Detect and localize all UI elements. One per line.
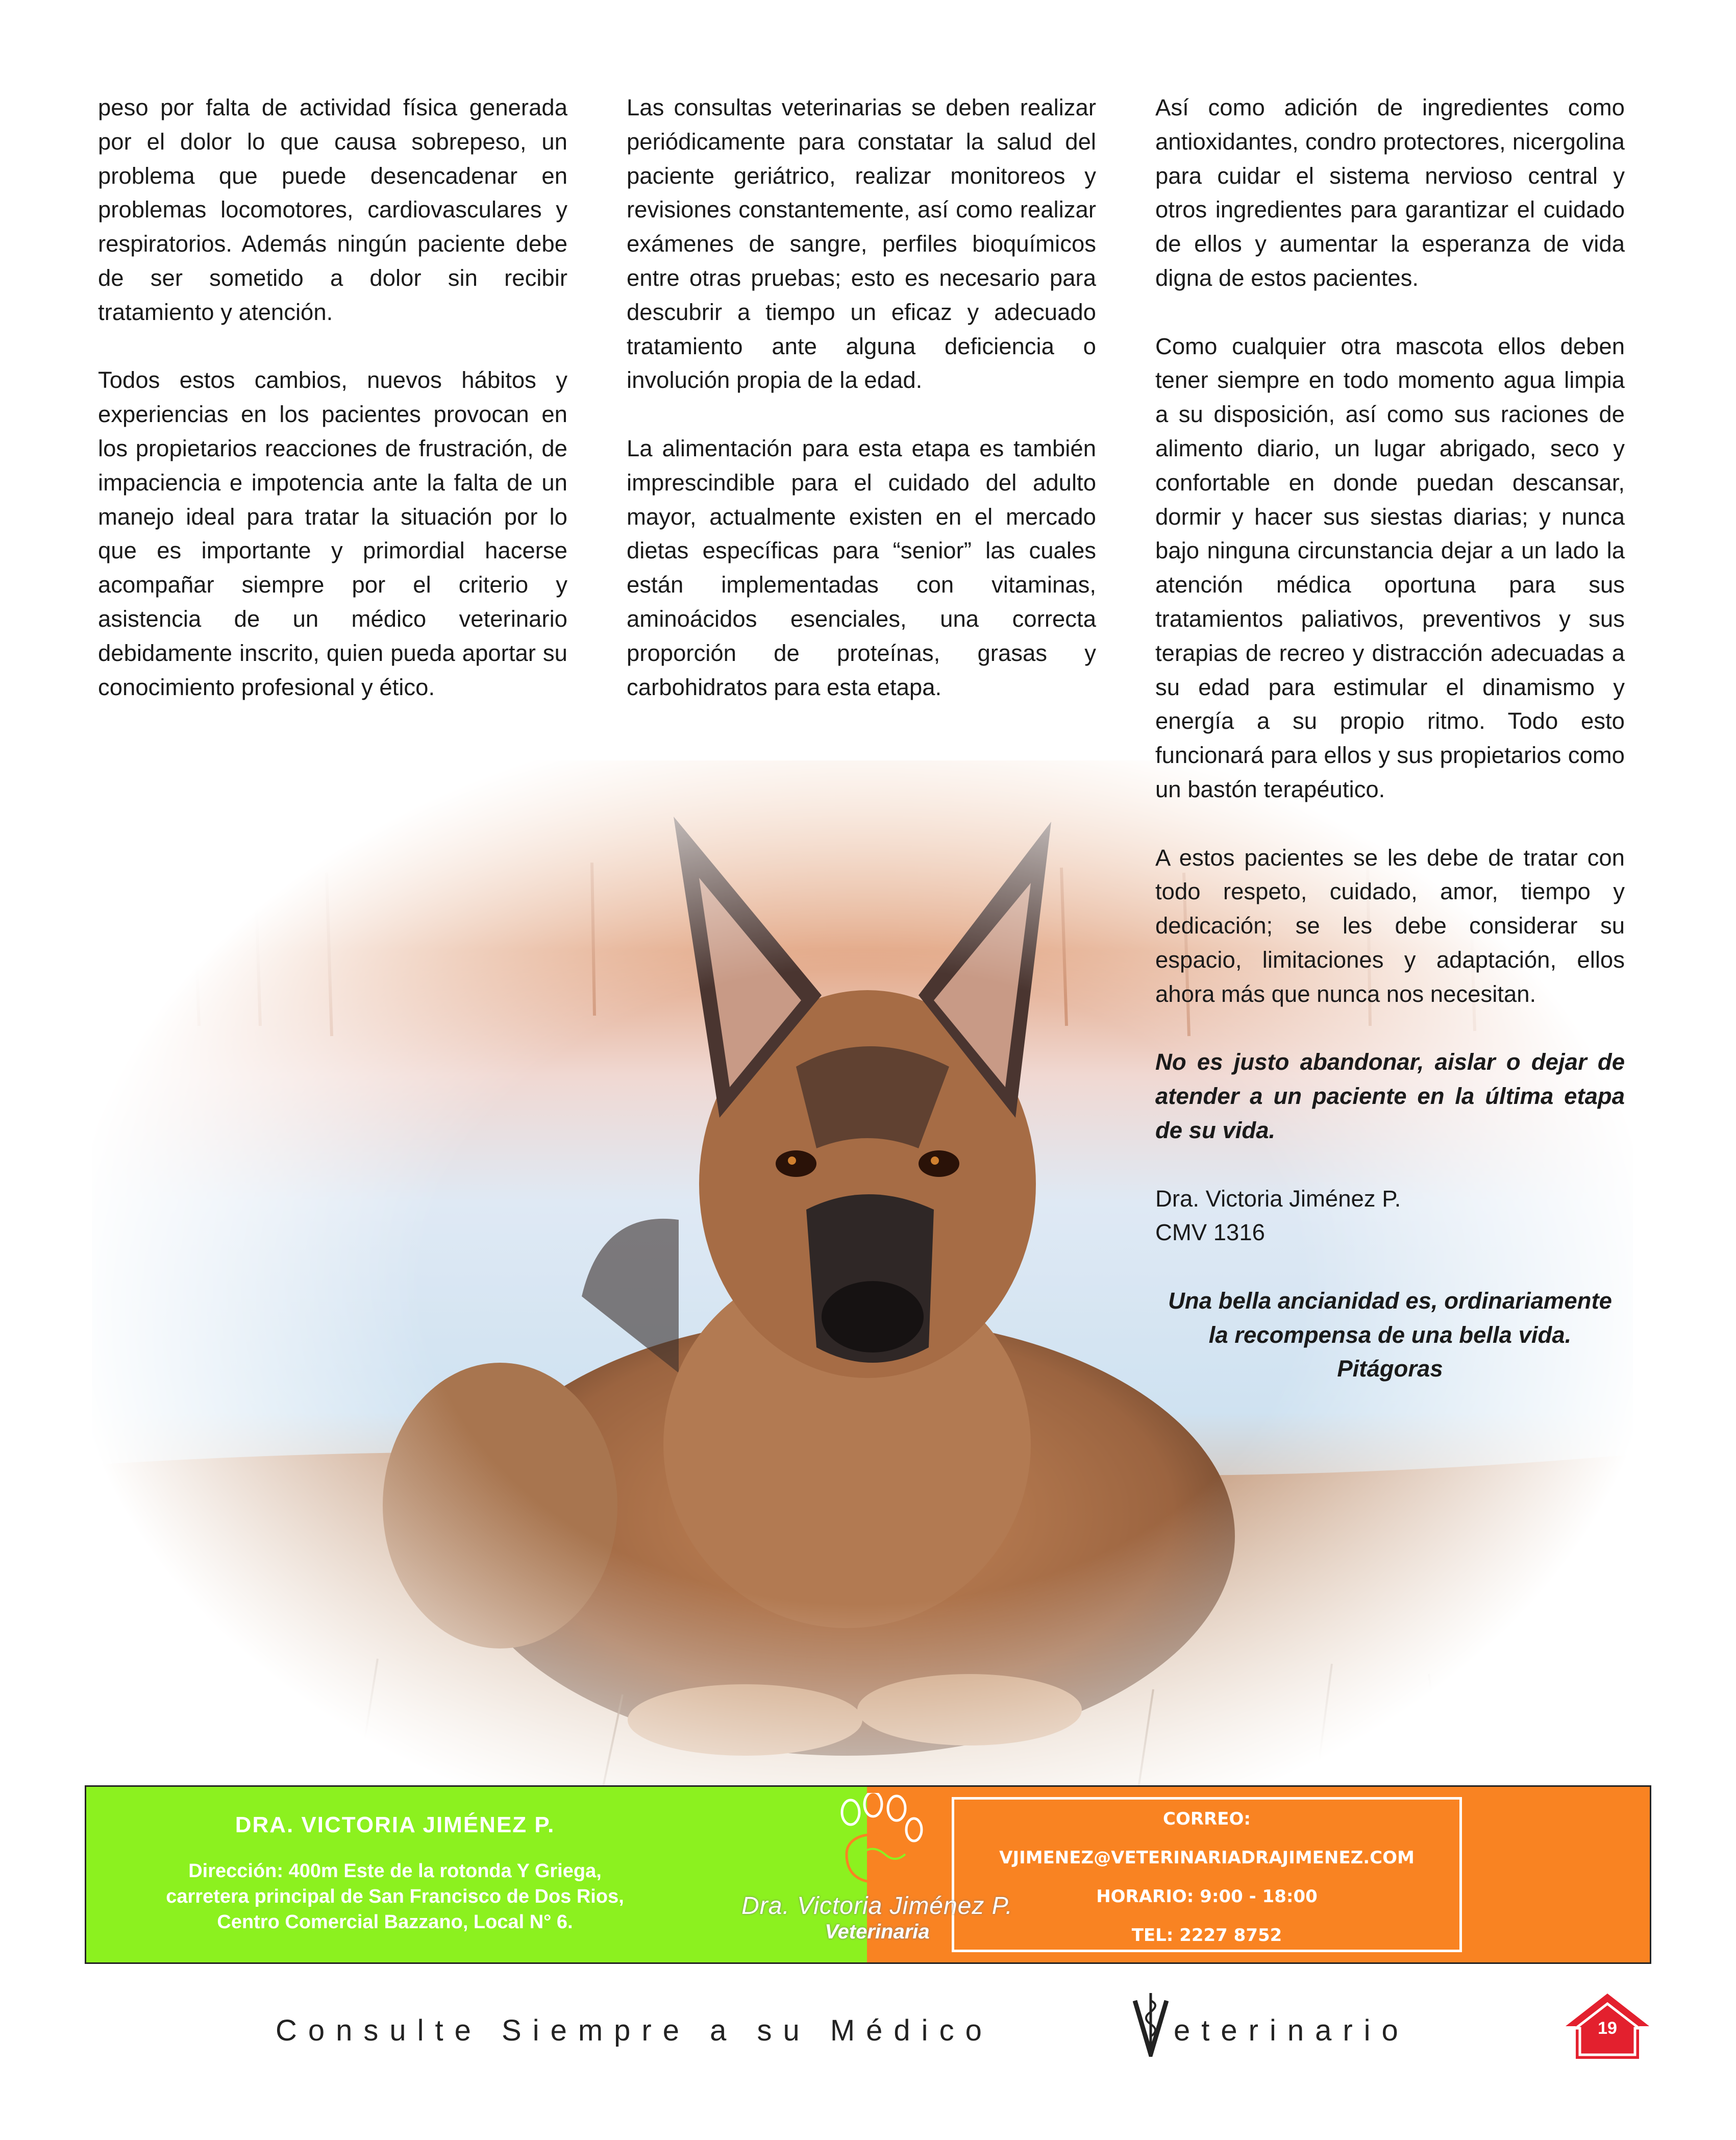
paragraph: Todos estos cambios, nuevos hábitos y experiencias en los pacientes provocan en los propietarios reacciones de frustración, de impaciencia e impotencia ante la falta de un manejo ideal para tratar la situación por lo que es importante y primordial hacerse acompañar siempre por el criterio y asistencia de un médico veterinario debidamente inscrito, quien pueda aportar su conocimiento profesional y ético.: [98, 367, 567, 700]
quote-line: la recompensa de una bella vida.: [1208, 1321, 1572, 1348]
paragraph: peso por falta de actividad física generada por el dolor lo que causa sobrepeso, un problema que puede desencadenar en problemas locomotores, cardiovasculares y respiratorios. Además ningún paciente debe de ser sometido a dolor sin recibir tratamiento y atención.: [98, 94, 567, 325]
paw-logo-icon: [826, 1793, 928, 1890]
signature-name: Dra. Victoria Jiménez P.: [1155, 1185, 1401, 1212]
office-hours: HORARIO: 9:00 - 18:00: [1096, 1886, 1318, 1907]
logo-subtitle: Veterinaria: [825, 1921, 930, 1943]
email-address: VJIMENEZ@VETERINARIADRAJIMENEZ.COM: [999, 1848, 1415, 1868]
closing-quote: [1155, 1284, 1625, 1386]
tagline: Consulte Siempre a su Médico: [276, 2014, 993, 2047]
paragraph: La alimentación para esta etapa es también imprescindible para el cuidado del adulto mayor, actualmente existen en el mercado dietas específicas para “senior” las cuales están implementadas con vitaminas, aminoácidos esenciales, una correcta proporción de proteínas, grasas y carbohidratos para esta etapa.: [627, 435, 1096, 700]
caduceus-v-icon: [1133, 1990, 1169, 2057]
paragraph: Las consultas veterinarias se deben realizar periódicamente para constatar la salud del paciente geriátrico, realizar monitoreos y revisiones constantemente, así como realizar exámenes de sangre, perfiles bioquímicos entre otras pruebas; esto es necesario para descubrir a tiempo un eficaz y adecuado tratamiento ante alguna deficiencia o involución propia de la edad.: [627, 94, 1096, 393]
signature-license: CMV 1316: [1155, 1219, 1265, 1246]
signature: [1155, 1182, 1625, 1250]
article-column-1: [98, 91, 567, 739]
quote-author: Pitágoras: [1337, 1356, 1443, 1382]
article-column-2: [627, 91, 1096, 739]
address-line: carretera principal de San Francisco de Dos Rios,: [166, 1886, 624, 1907]
doctor-name: DRA. VICTORIA JIMÉNEZ P.: [235, 1812, 555, 1837]
paragraph: A estos pacientes se les debe de tratar con todo respeto, cuidado, amor, tiempo y dedicación; se les debe considerar su espacio, limitaciones y adaptación, ellos ahora más que nunca nos necesitan.: [1155, 844, 1625, 1007]
address: [86, 1858, 704, 1935]
clinic-logo: [714, 1787, 1040, 1964]
paragraph: Así como adición de ingredientes como antioxidantes, condro protectores, nicergolina para cuidar el sistema nervioso central y otros ingredientes para garantizar el cuidado de ellos y aumentar la esperanza de vida digna de estos pacientes.: [1155, 94, 1625, 291]
article-column-3: [1155, 91, 1625, 1386]
phone-number: TEL: 2227 8752: [1131, 1925, 1282, 1946]
quote-line: Una bella ancianidad es, ordinariamente: [1168, 1287, 1612, 1314]
page-number: 19: [1598, 2019, 1617, 2038]
emphasis-statement: No es justo abandonar, aislar o dejar de atender a un paciente en la última etapa de su vida.: [1155, 1049, 1625, 1143]
logo-name: Dra. Victoria Jiménez P.: [741, 1892, 1013, 1920]
paragraph: Como cualquier otra mascota ellos deben tener siempre en todo momento agua limpia a su disposición, así como sus raciones de alimento diario, un lugar abrigado, seco y confortable en donde puedan descansar, dormir y hacer sus siestas diarias; y nunca bajo ninguna circunstancia dejar a un lado la atención médica oportuna para sus tratamientos paliativos, preventivos y sus terapias de recreo y distracción adecuadas a su edad para estimular el dinamismo y energía a su propio ritmo. Todo esto funcionará para ellos y sus propietarios como un bastón terapéutico.: [1155, 333, 1625, 802]
address-line: Centro Comercial Bazzano, Local N° 6.: [217, 1911, 573, 1933]
tagline-end: eterinario: [1174, 2014, 1409, 2047]
address-line: Dirección: 400m Este de la rotonda Y Griega,: [188, 1860, 602, 1882]
email-label: CORREO:: [1163, 1809, 1251, 1829]
contact-banner: [85, 1785, 1651, 1964]
